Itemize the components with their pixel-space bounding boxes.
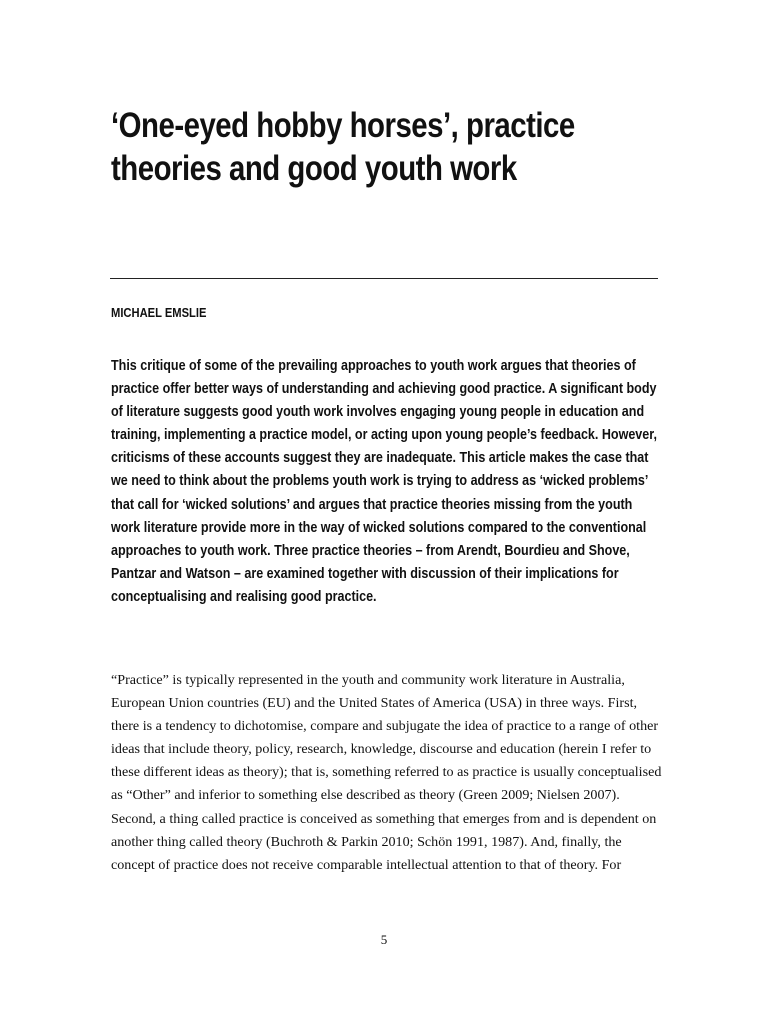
- article-abstract: This critique of some of the prevailing approaches to youth work argues that theories of practice offer better ways of understanding and achieving good practice. A significant body of literature suggests good youth work involves engaging young people in education and training, implementing a practice model, or acting upon young people’s feedback. However, criticisms of these accounts suggest they are inadequate. This article makes the case that we need to think about the problems youth work is trying to address as ‘wicked problems’ that call for ‘wicked solutions’ and argues that practice theories missing from the youth work literature provide more in the way of wicked solutions compared to the conventional approaches to youth work. Three practice theories – from Arendt, Bourdieu and Shove, Pantzar and Watson – are examined together with discussion of their implications for conceptualising and realising good practice.: [111, 358, 657, 605]
- body-paragraph: “Practice” is typically represented in the youth and community work literature in Australia, European Union countries (EU) and the United States of America (USA) in three ways. First, there is a tendency to dichotomise, compare and subjugate the idea of practice to a range of other ideas that include theory, policy, research, knowledge, discourse and education (herein I refer to these different ideas as theory); that is, something referred to as practice is usually conceptualised as “Other” and inferior to something else described as theory (Green 2009; Nielsen 2007). Second, a thing called practice is conceived as something that emerges from and is dependent on another thing called theory (Buchroth & Parkin 2010; Schön 1991, 1987). And, finally, the concept of practice does not receive comparable intellectual attention to that of theory. For: [111, 672, 662, 873]
- article-title: ‘One-eyed hobby horses’, practice theories and good youth work: [111, 106, 575, 188]
- page-number: 5: [380, 932, 388, 947]
- title-divider: [110, 278, 658, 279]
- author-name: MICHAEL EMSLIE: [111, 305, 207, 320]
